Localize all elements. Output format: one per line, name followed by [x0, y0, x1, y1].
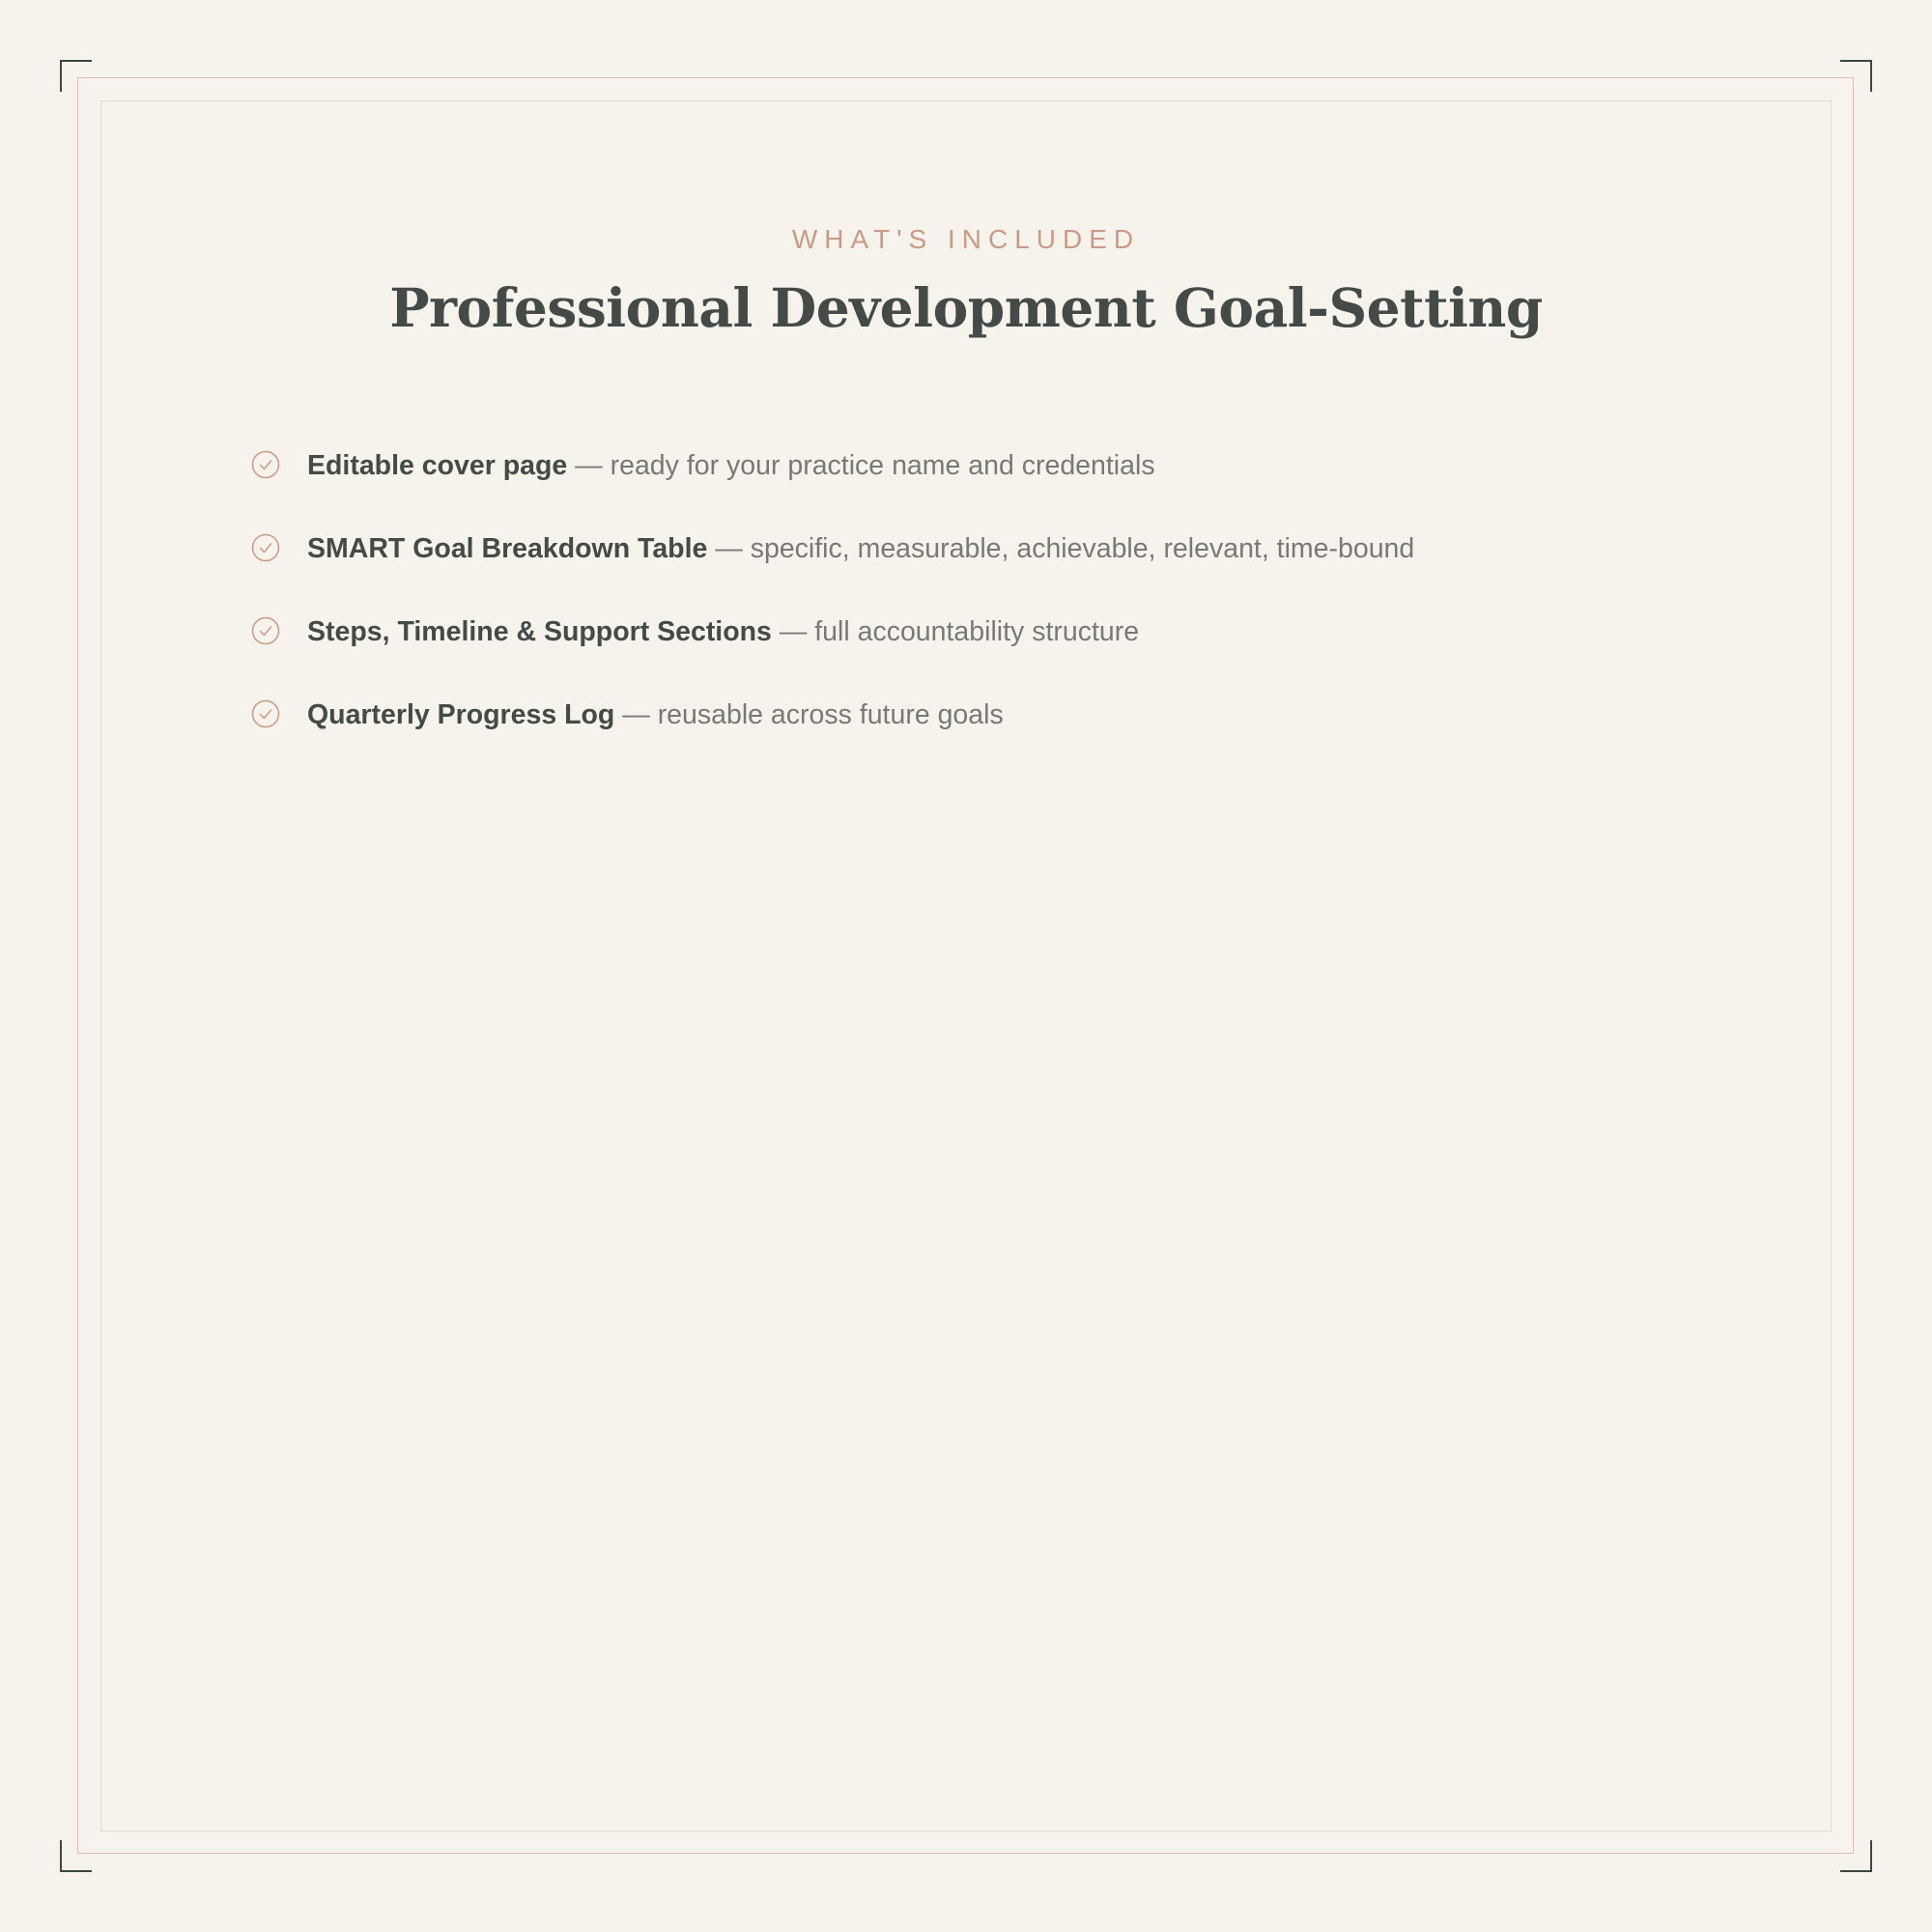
- feature-separator: —: [771, 615, 815, 647]
- feature-text: [307, 698, 1004, 730]
- feature-separator: —: [707, 532, 751, 564]
- content-area: [100, 100, 1832, 1832]
- feature-description: specific, measurable, achievable, relevant, time-bound: [750, 532, 1415, 564]
- feature-list: [251, 424, 1700, 756]
- check-circle-icon: [251, 616, 280, 645]
- feature-name: Steps, Timeline & Support Sections: [307, 615, 772, 647]
- feature-text: [307, 449, 1155, 481]
- feature-description: reusable across future goals: [657, 698, 1004, 730]
- feature-text: [307, 615, 1140, 647]
- feature-separator: —: [567, 449, 611, 481]
- feature-description: full accountability structure: [814, 615, 1140, 647]
- check-circle-icon: [251, 699, 280, 728]
- feature-item: [251, 590, 1700, 673]
- check-circle-icon: [251, 533, 280, 562]
- feature-separator: —: [614, 698, 658, 730]
- feature-name: Editable cover page: [307, 449, 568, 481]
- feature-text: [307, 532, 1415, 564]
- page-title: Professional Development Goal-Setting: [389, 276, 1543, 339]
- section-eyebrow: WHAT'S INCLUDED: [791, 224, 1141, 254]
- feature-name: Quarterly Progress Log: [307, 698, 615, 730]
- feature-description: ready for your practice name and credentials: [610, 449, 1155, 481]
- feature-name: SMART Goal Breakdown Table: [307, 532, 708, 564]
- feature-item: [251, 507, 1700, 590]
- feature-item: [251, 673, 1700, 756]
- feature-item: [251, 424, 1700, 507]
- check-circle-icon: [251, 450, 280, 479]
